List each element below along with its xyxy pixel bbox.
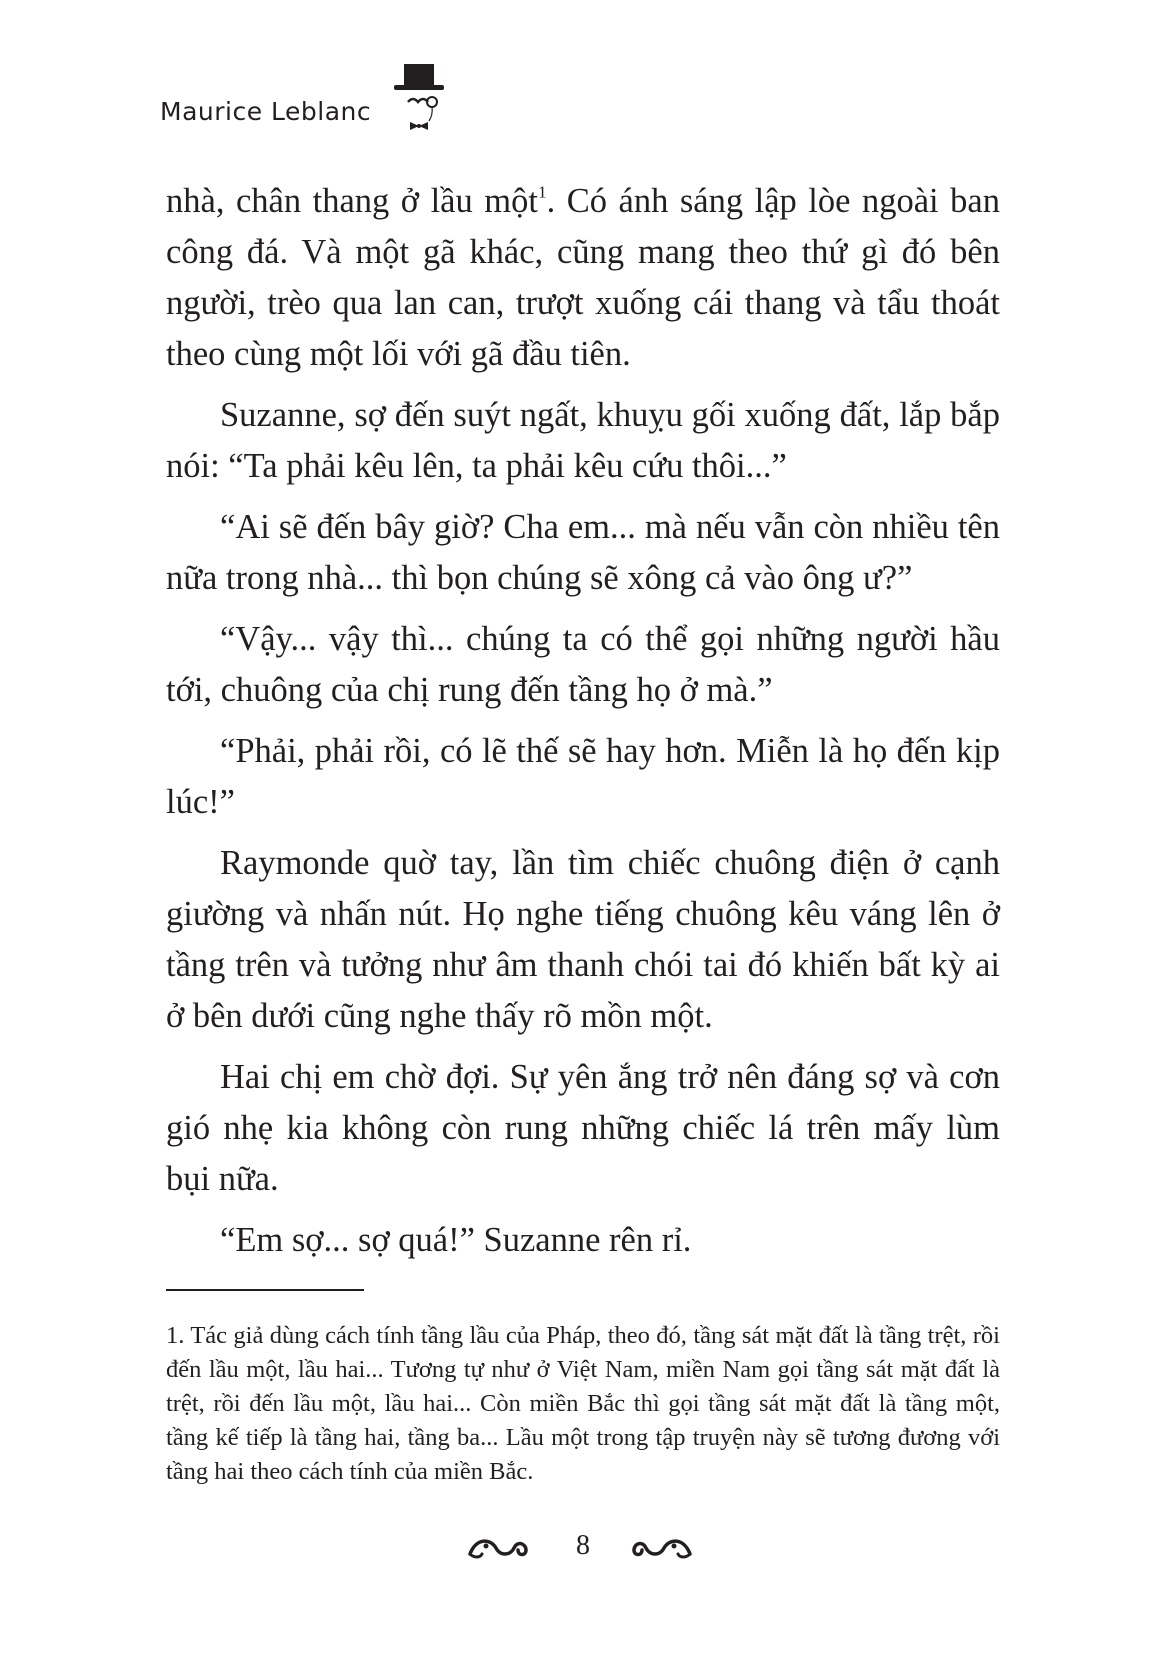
page-number: 8 <box>576 1530 590 1561</box>
running-header <box>160 60 480 140</box>
paragraph-3: “Ai sẽ đến bây giờ? Cha em... mà nếu vẫn còn nhiều tên nữa trong nhà... thì bọn chúng sẽ xông cả vào ông ư?” <box>166 508 1000 597</box>
paragraph-1 <box>166 176 1000 380</box>
paragraph-8: “Em sợ... sợ quá!” Suzanne rên rỉ. <box>220 1221 692 1259</box>
paragraph-2: Suzanne, sợ đến suýt ngất, khuỵu gối xuống đất, lắp bắp nói: “Ta phải kêu lên, ta phải kêu cứu thôi...” <box>166 396 1000 485</box>
author-name: Maurice Leblanc <box>160 97 372 126</box>
paragraph-4: “Vậy... vậy thì... chúng ta có thể gọi những người hầu tới, chuông của chị rung đến tầng họ ở mà.” <box>166 620 1000 709</box>
paragraph-6: Raymonde quờ tay, lần tìm chiếc chuông điện ở cạnh giường và nhấn nút. Họ nghe tiếng chuông kêu váng lên ở tầng trên và tưởng như âm thanh chói tai đó khiến bất kỳ ai ở bên dưới cũng nghe thấy rõ mồn một. <box>166 844 1000 1035</box>
footnote-reference: 1 <box>537 182 547 202</box>
paragraph-1-rest: . Có ánh sáng lập lòe ngoài ban công đá. Và một gã khác, cũng mang theo thứ gì đó bên người, trèo qua lan can, trượt xuống cái thang và tẩu thoát theo cùng một lối với gã đầu tiên. <box>166 182 1000 373</box>
swirl-ornament-icon <box>630 1532 694 1562</box>
page-footer <box>466 1526 700 1566</box>
top-hat-monocle-bowtie-icon <box>390 60 450 140</box>
footnote: 1. Tác giả dùng cách tính tầng lầu của Pháp, theo đó, tầng sát mặt đất là tầng trệt, rồi đến lầu một, lầu hai... Tương tự như ở Việt Nam, miền Nam gọi tầng sát mặt đất là trệt, rồi đến lầu một, lầu hai... Còn miền Bắc thì gọi tầng sát mặt đất là tầng một, tầng kế tiếp là tầng hai, tầng ba... Lầu một trong tập truyện này sẽ tương đương với tầng hai theo cách tính của miền Bắc. <box>166 1322 1000 1485</box>
paragraph-1-start: nhà, chân thang ở lầu một <box>166 182 538 220</box>
swirl-ornament-icon <box>466 1532 530 1562</box>
paragraph-7: Hai chị em chờ đợi. Sự yên ắng trở nên đáng sợ và cơn gió nhẹ kia không còn rung những chiếc lá trên mấy lùm bụi nữa. <box>166 1058 1000 1198</box>
footnote-divider <box>166 1289 364 1291</box>
paragraph-5: “Phải, phải rồi, có lẽ thế sẽ hay hơn. Miễn là họ đến kịp lúc!” <box>166 732 1000 821</box>
body-text <box>166 176 1000 1276</box>
